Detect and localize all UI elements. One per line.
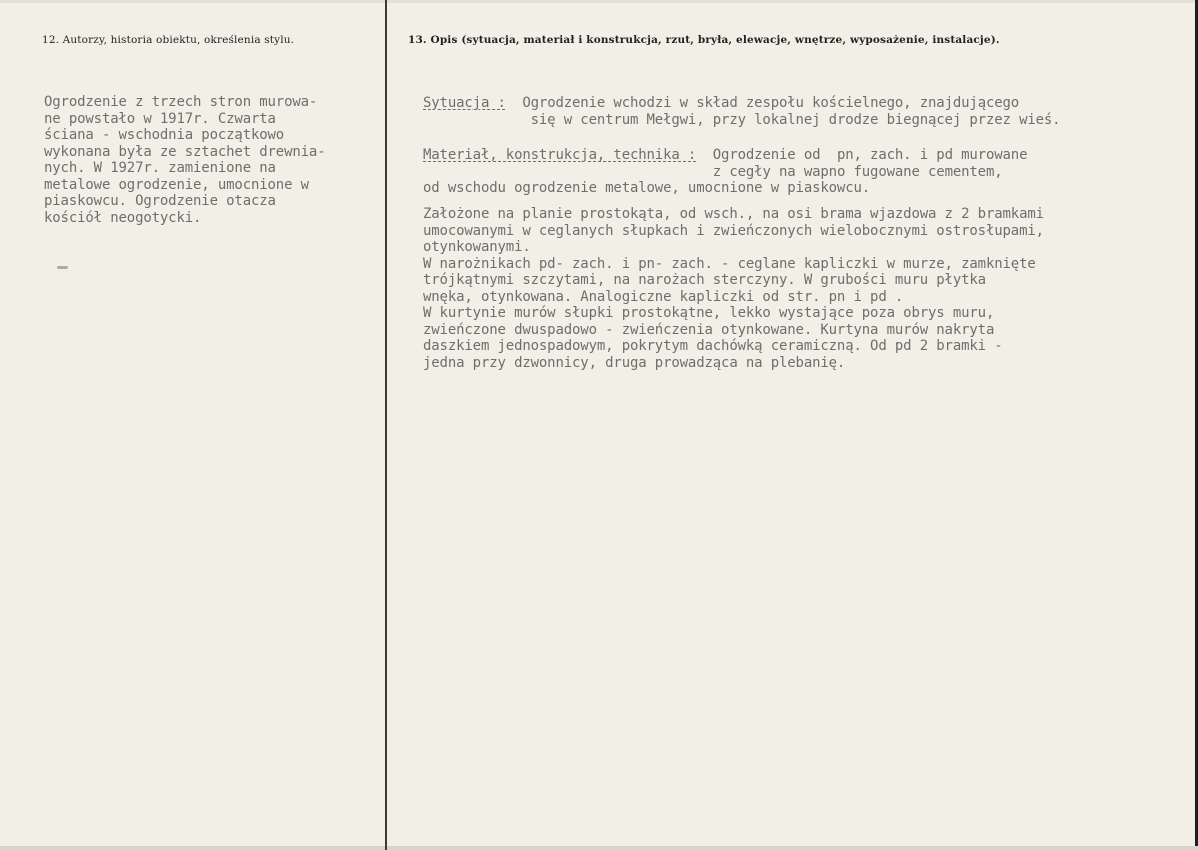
column-divider (385, 0, 387, 850)
sytuacja-label: Sytuacja : (423, 95, 506, 111)
material-line: od wschodu ogrodzenie metalowe, umocnione w piaskowcu. (423, 180, 871, 196)
sytuacja-line: Ogrodzenie wchodzi w skład zespołu kościelnego, znajdującego (522, 95, 1020, 111)
sytuacja-section (423, 95, 1060, 128)
material-line: Ogrodzenie od pn, zach. i pd murowane (712, 147, 1028, 163)
left-column-header: 12. Autorzy, historia obiektu, określenia stylu. (42, 34, 295, 46)
description-line: daszkiem jednospadowym, pokrytym dachówką ceramiczną. Od pd 2 bramki - (423, 338, 1003, 354)
history-line: nych. W 1927r. zamienione na (44, 160, 276, 176)
description-line: jedna przy dzwonnicy, druga prowadząca na plebanię. (423, 354, 846, 371)
material-section (423, 147, 1027, 197)
description-line: W kurtynie murów słupki prostokątne, lekko wystające poza obrys muru, (423, 305, 995, 321)
description-line: umocowanymi w ceglanych słupkach i zwieńczonych wielobocznymi ostrosłupami, (423, 222, 1044, 239)
history-line: wykonana była ze sztachet drewnia- (44, 143, 326, 160)
history-text (44, 94, 325, 226)
history-line: ne powstało w 1917r. Czwarta (44, 110, 276, 127)
history-line: piaskowcu. Ogrodzenie otacza (44, 193, 276, 209)
description-line: Założone na planie prostokąta, od wsch., na osi brama wjazdowa z 2 bramkami (423, 206, 1044, 222)
description-line: wnęka, otynkowana. Analogiczne kapliczki od str. pn i pd . (423, 288, 904, 305)
history-line: ściana - wschodnia początkowo (44, 127, 285, 143)
description-line: trójkątnymi szczytami, na narożach sterczyny. W grubości muru płytka (423, 272, 986, 288)
description-line: W narożnikach pd- zach. i pn- zach. - ceglane kapliczki w murze, zamknięte (423, 255, 1036, 272)
history-line: kościół neogotycki. (44, 209, 202, 226)
description-line: otynkowanymi. (423, 239, 531, 255)
paper-speck (57, 266, 68, 269)
material-line: z cegły na wapno fugowane cementem, (712, 163, 1003, 180)
description-section (423, 206, 1044, 371)
history-line: metalowe ogrodzenie, umocnione w (44, 176, 309, 193)
material-label: Materiał, konstrukcja, technika : (423, 147, 697, 163)
right-column-header: 13. Opis (sytuacja, materiał i konstrukcja, rzut, bryła, elewacje, wnętrze, wyposażenie, instalacje). (408, 34, 1000, 46)
sytuacja-line: się w centrum Mełgwi, przy lokalnej drodze biegnącej przez wieś. (530, 111, 1061, 128)
page-bottom-edge (0, 846, 1198, 850)
description-line: zwieńczone dwuspadowo - zwieńczenia otynkowane. Kurtyna murów nakryta (423, 321, 995, 338)
page-top-edge (0, 0, 1198, 3)
history-line: Ogrodzenie z trzech stron murowa- (44, 94, 318, 110)
